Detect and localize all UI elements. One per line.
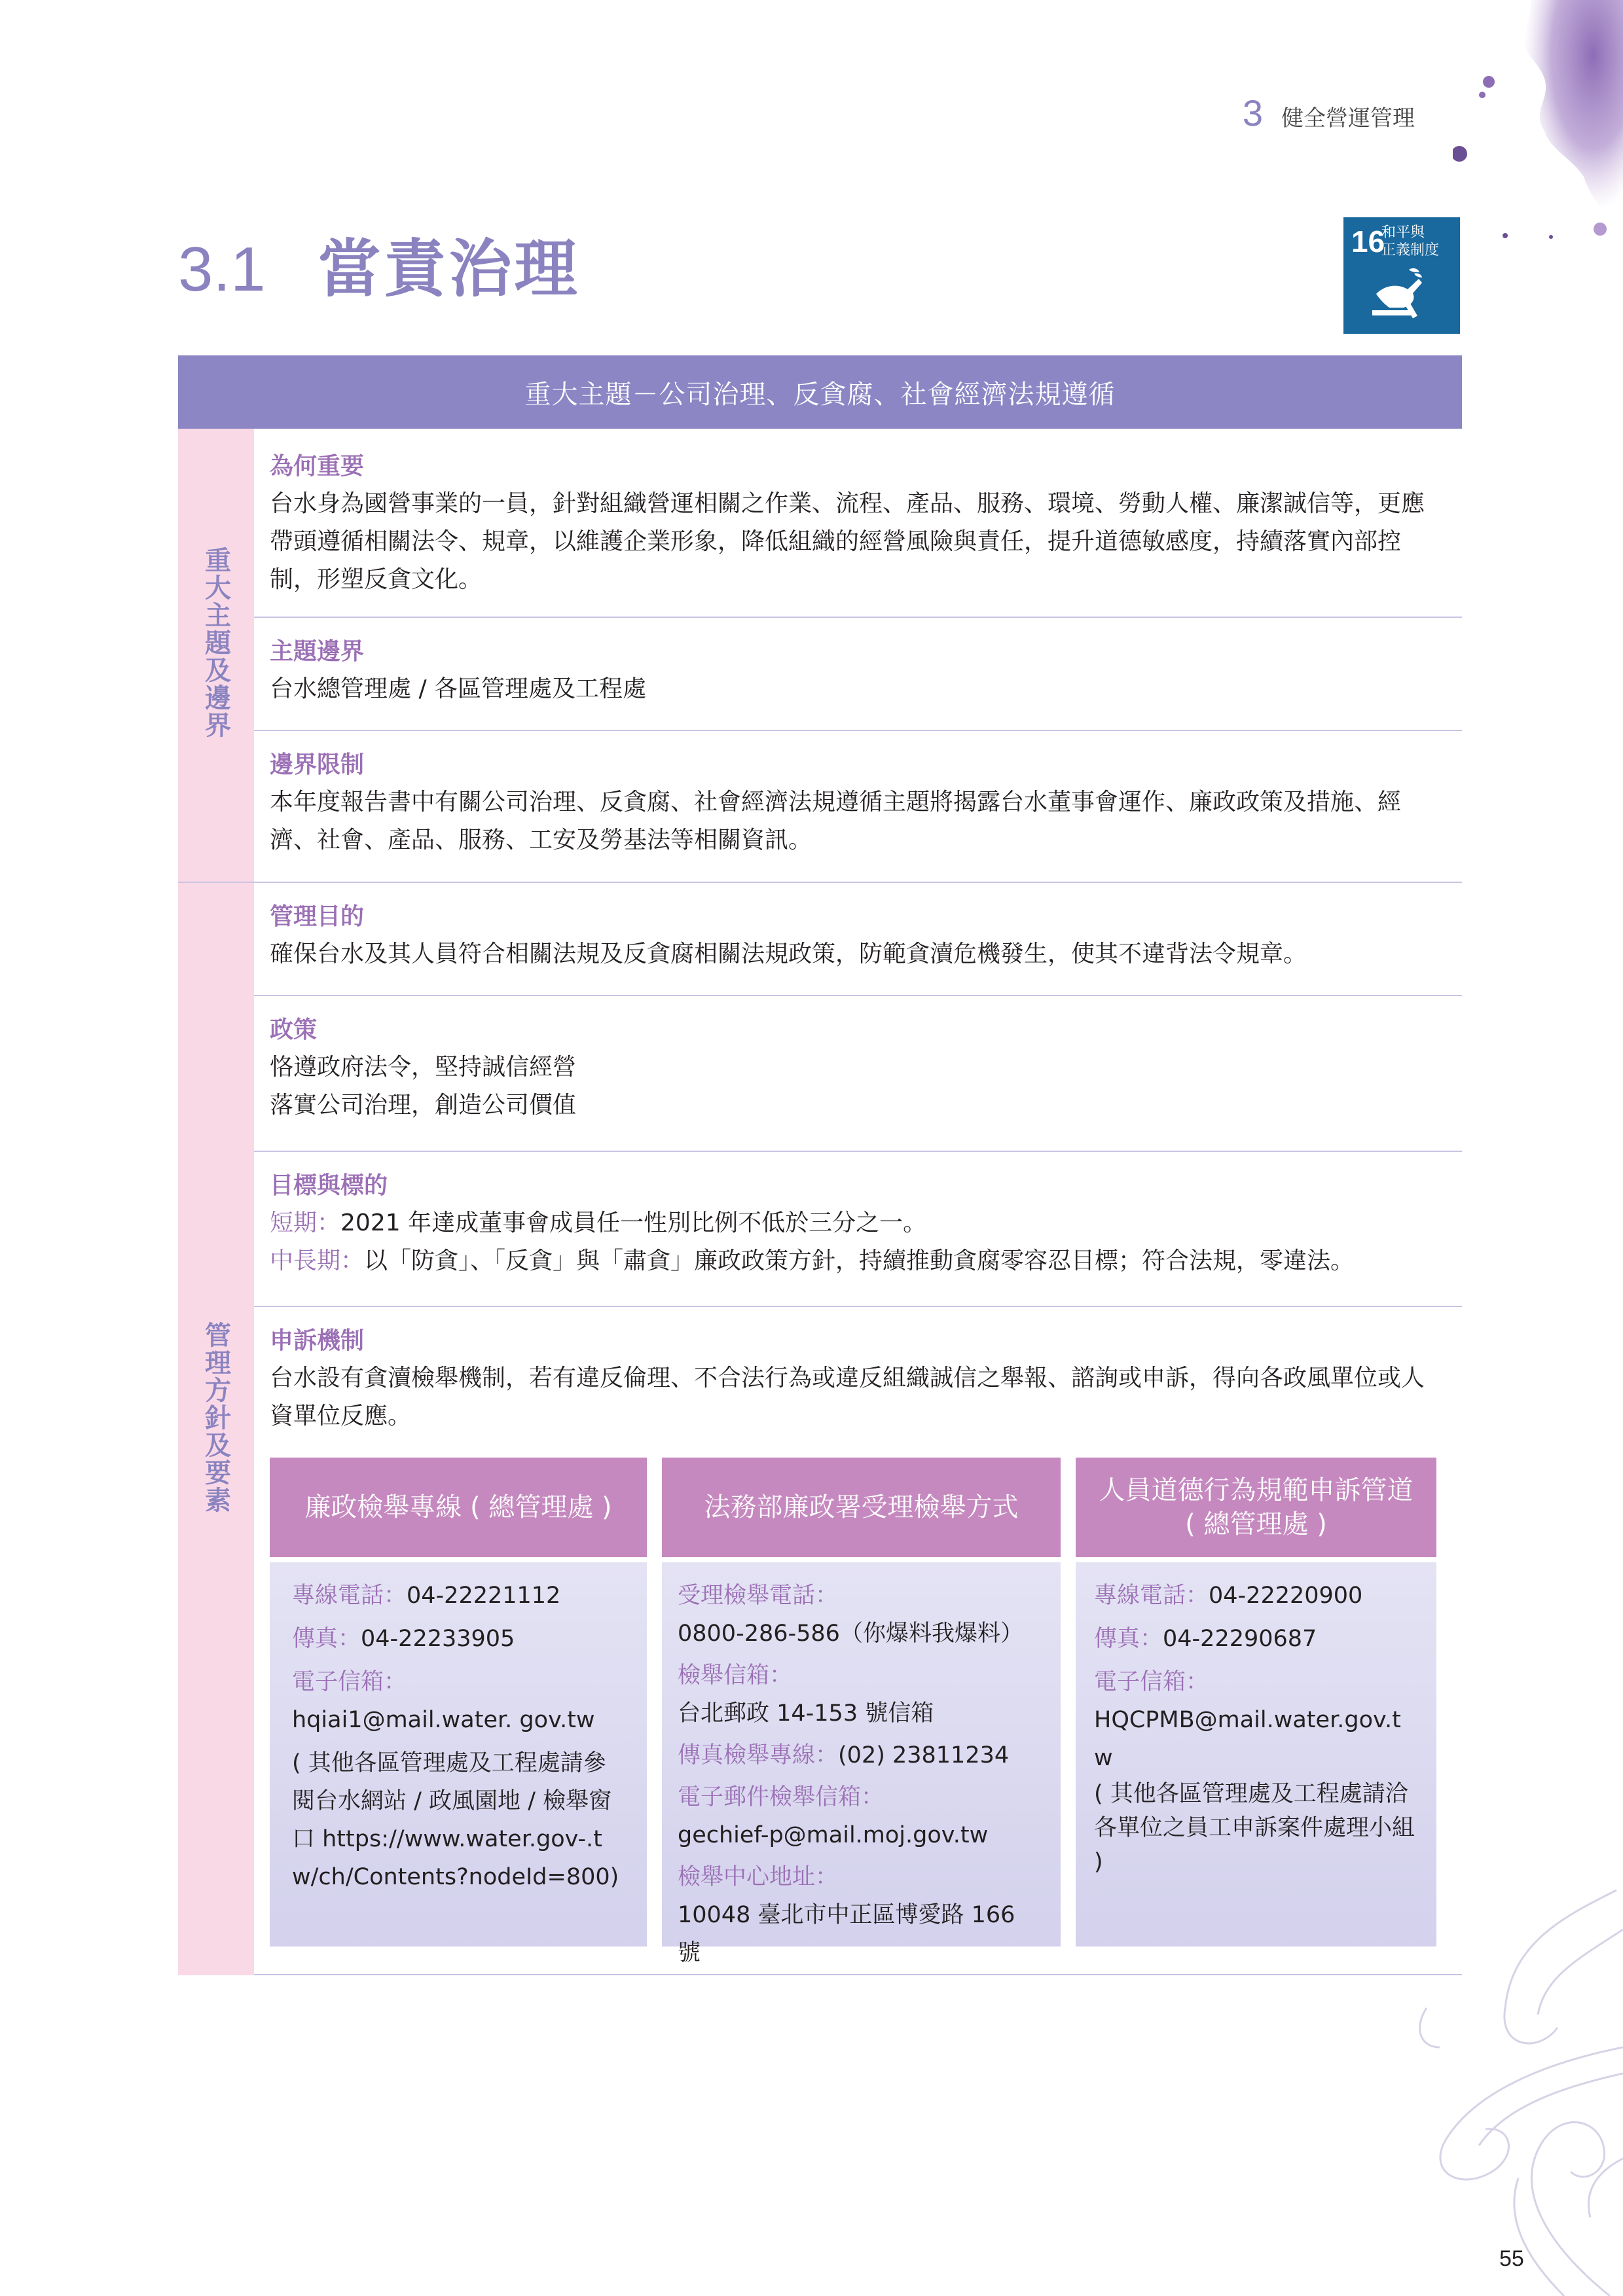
channel-fax (678, 1736, 1040, 1774)
boundary-limit-text: 本年度報告書中有關公司治理、反貪腐、社會經濟法規遵循主題將揭露台水董事會運作、廉政政策及措施、經濟、社會、產品、服務、工安及勞基法等相關資訊。 (270, 789, 1402, 853)
email-label: 電子信箱： (1094, 1669, 1209, 1695)
channel-box-ethics-complaint (1076, 1458, 1436, 1946)
email-value: gechief-p@mail.moj.gov.tw (678, 1822, 989, 1848)
phone-value: 04-22220900 (1209, 1583, 1363, 1609)
channel-body (1076, 1562, 1436, 1946)
page-number: 55 (1499, 2246, 1524, 2271)
fax-label: 傳真： (292, 1626, 361, 1652)
goal-long-text: 以「防貪」、「反貪」與「肅貪」廉政政策方針，持續推動貪腐零容忍目標；符合法規，零違法。 (364, 1247, 1355, 1274)
group-topic-boundary (178, 429, 1462, 883)
goal-long (270, 1242, 1448, 1280)
chapter-header (1243, 92, 1415, 134)
channel-note: ( 其他各區管理處及工程處請參閱台水網站 / 政風園地 / 檢舉窗口 https://www.water.gov-.tw/ch/Contents?nodeId=800) (292, 1750, 619, 1890)
channel-phone (292, 1577, 626, 1615)
cell-complaint (254, 1307, 1462, 1975)
email-value: hqiai1@mail.water. gov.tw (292, 1707, 595, 1733)
group-management-approach (178, 883, 1462, 1975)
side-label-topic-boundary (178, 429, 254, 883)
why-important-heading: 為何重要 (270, 453, 365, 480)
goal-short-label: 短期： (270, 1210, 341, 1236)
sdg-number: 16 (1351, 224, 1385, 259)
cell-policy (254, 996, 1462, 1152)
channel-body (662, 1562, 1061, 1966)
boundary-limit-heading: 邊界限制 (270, 751, 365, 778)
cell-boundary (254, 618, 1462, 731)
sdg-label-line2: 正義制度 (1381, 242, 1440, 259)
email-label: 電子信箱： (292, 1669, 407, 1695)
policy-line1: 恪遵政府法令，堅持誠信經營 (270, 1054, 577, 1081)
phone-label: 受理檢舉電話： (678, 1583, 839, 1609)
cells-management (254, 883, 1462, 1975)
boundary-heading: 主題邊界 (270, 638, 365, 665)
cell-mgmt-purpose (254, 883, 1462, 996)
address-label: 檢舉中心地址： (678, 1864, 839, 1890)
mailbox-label: 檢舉信箱： (678, 1662, 793, 1689)
complaint-text: 台水設有貪瀆檢舉機制，若有違反倫理、不合法行為或違反組織誠信之舉報、諮詢或申訴，得向各政風單位或人資單位反應。 (270, 1365, 1425, 1429)
channel-fax (292, 1620, 626, 1658)
why-important-text: 台水身為國營事業的一員，針對組織營運相關之作業、流程、產品、服務、環境、勞動人權、廉潔誠信等，更應帶頭遵循相關法令、規章，以維護企業形象，降低組織的經營風險與責任，提升道德敏感度，持續落實內部控制，形塑反貪文化。 (270, 490, 1425, 593)
ink-splash-decoration (1453, 0, 1623, 275)
section-number: 3.1 (178, 234, 266, 304)
side-label-text: 管理方針及要素 (200, 1321, 231, 1514)
complaint-channels (270, 1458, 1448, 1966)
cell-why-important (254, 429, 1462, 618)
phone-label: 專線電話： (292, 1583, 407, 1609)
boundary-text: 台水總管理處 / 各區管理處及工程處 (270, 675, 647, 702)
side-label-management (178, 883, 254, 1975)
page-title (178, 219, 579, 309)
fax-value: 04-22233905 (361, 1626, 515, 1652)
material-topic-table (178, 355, 1462, 1975)
policy-line2: 落實公司治理，創造公司價值 (270, 1092, 577, 1119)
mgmt-purpose-text: 確保台水及其人員符合相關法規及反貪腐相關法規政策，防範貪瀆危機發生，使其不違背法令規章。 (270, 941, 1307, 967)
channel-title: 法務部廉政署受理檢舉方式 (662, 1458, 1061, 1557)
sdg-label (1381, 224, 1439, 259)
phone-value: 04-22221112 (407, 1583, 561, 1609)
address-value: 10048 臺北市中正區博愛路 166 號 (678, 1902, 1015, 1966)
channel-fax (1094, 1620, 1415, 1658)
policy-heading: 政策 (270, 1016, 318, 1043)
side-label-text: 重大主題及邊界 (200, 547, 231, 739)
channel-box-integrity-hotline (270, 1458, 647, 1946)
goals-heading: 目標與標的 (270, 1172, 388, 1199)
mailbox-value: 台北郵政 14-153 號信箱 (678, 1700, 934, 1727)
email-label: 電子郵件檢舉信箱： (678, 1784, 884, 1810)
section-name: 當責治理 (318, 232, 580, 306)
fax-value: (02) 23811234 (838, 1742, 1010, 1768)
cell-boundary-limit (254, 731, 1462, 883)
channel-phone (1094, 1577, 1415, 1615)
mgmt-purpose-heading: 管理目的 (270, 903, 365, 930)
cell-goals (254, 1152, 1462, 1307)
channel-title-line1: 人員道德行為規範申訴管道 (1099, 1475, 1413, 1505)
fax-label: 傳真： (1094, 1626, 1163, 1652)
fax-value: 04-22290687 (1163, 1626, 1317, 1652)
channel-title-line2: ( 總管理處 ) (1185, 1509, 1327, 1539)
phone-label: 專線電話： (1094, 1583, 1209, 1609)
chapter-number: 3 (1242, 92, 1263, 134)
complaint-heading: 申訴機制 (270, 1327, 365, 1354)
channel-box-moj-agency (662, 1458, 1061, 1966)
sdg-16-badge (1343, 217, 1460, 334)
channel-note: ( 其他各區管理處及工程處請洽各單位之員工申訴案件處理小組 ) (1094, 1781, 1415, 1875)
sdg-label-line1: 和平與 (1381, 224, 1425, 241)
channel-title (1076, 1458, 1436, 1557)
fax-label: 傳真檢舉專線： (678, 1742, 839, 1768)
phone-value: 0800-286-586（你爆料我爆料） (678, 1621, 1023, 1647)
channel-body (270, 1562, 647, 1946)
dove-gavel-icon (1370, 264, 1435, 323)
goal-long-label: 中長期： (270, 1247, 365, 1274)
goal-short (270, 1204, 1448, 1242)
table-banner: 重大主題－公司治理、反貪腐、社會經濟法規遵循 (178, 355, 1462, 429)
chapter-title: 健全營運管理 (1281, 105, 1415, 132)
cells-topic-boundary (254, 429, 1462, 883)
goal-short-text: 2021 年達成董事會成員任一性別比例不低於三分之一。 (340, 1210, 927, 1236)
channel-title: 廉政檢舉專線 ( 總管理處 ) (270, 1458, 647, 1557)
email-value: HQCPMB@mail.water.gov.tw (1094, 1707, 1401, 1771)
